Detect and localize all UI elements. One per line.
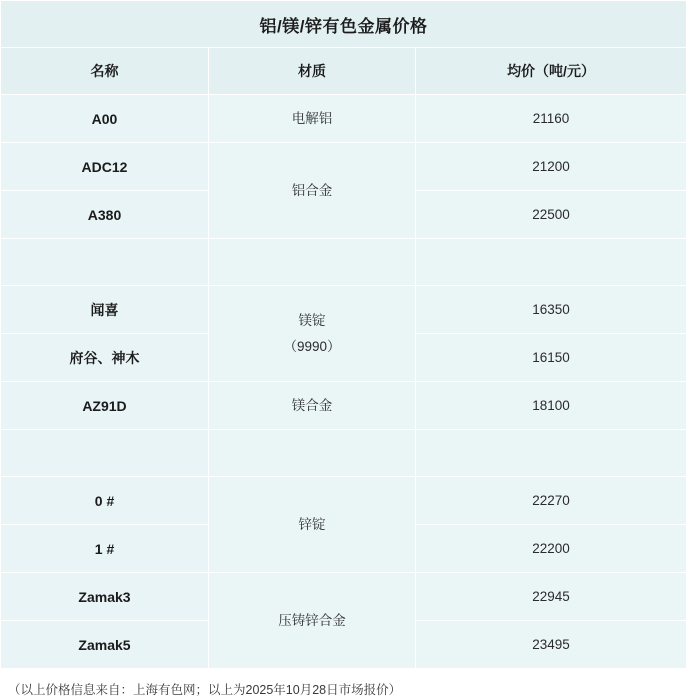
table-header-row <box>1 48 686 95</box>
spacer-price-cell <box>416 239 686 286</box>
metal-price: 18100 <box>416 382 686 430</box>
material-name: 电解铝 <box>209 95 416 143</box>
spacer-material-cell <box>209 239 416 286</box>
table-row <box>1 382 686 430</box>
page-title: 铝/镁/锌有色金属价格 <box>1 1 686 48</box>
metal-price: 23495 <box>416 621 686 669</box>
table-row <box>1 95 686 143</box>
table-footnote: （以上价格信息来自：上海有色网；以上为2025年10月28日市场报价） <box>0 669 686 700</box>
material-name: 镁合金 <box>209 382 416 430</box>
metal-price: 22500 <box>416 191 686 239</box>
material-name: 铝合金 <box>209 143 416 239</box>
metal-price: 16350 <box>416 286 686 334</box>
spacer-material-cell <box>209 430 416 477</box>
metal-name: 1 # <box>1 525 209 573</box>
table-title-row <box>1 1 686 48</box>
metal-price: 22945 <box>416 573 686 621</box>
table-row <box>1 286 686 334</box>
material-name <box>209 286 416 382</box>
metal-name: Zamak5 <box>1 621 209 669</box>
material-name: 锌锭 <box>209 477 416 573</box>
material-name: 压铸锌合金 <box>209 573 416 669</box>
metal-name: A00 <box>1 95 209 143</box>
metal-price: 16150 <box>416 334 686 382</box>
metal-name: ADC12 <box>1 143 209 191</box>
metal-price: 21200 <box>416 143 686 191</box>
metal-name: 府谷、神木 <box>1 334 209 382</box>
table-row <box>1 573 686 621</box>
column-header-name: 名称 <box>1 48 209 95</box>
table-spacer-row <box>1 430 686 477</box>
metal-name: 闻喜 <box>1 286 209 334</box>
metal-name: 0 # <box>1 477 209 525</box>
spacer-price-cell <box>416 430 686 477</box>
column-header-material: 材质 <box>209 48 416 95</box>
metal-price: 22270 <box>416 477 686 525</box>
table-spacer-row <box>1 239 686 286</box>
material-label: 镁锭 <box>299 313 326 328</box>
metal-name: Zamak3 <box>1 573 209 621</box>
spacer-name-cell <box>1 430 209 477</box>
material-grade: （9990） <box>209 334 415 360</box>
metal-name: AZ91D <box>1 382 209 430</box>
table-row <box>1 143 686 191</box>
table-row <box>1 477 686 525</box>
metal-price: 21160 <box>416 95 686 143</box>
metal-price: 22200 <box>416 525 686 573</box>
column-header-price: 均价（吨/元） <box>416 48 686 95</box>
spacer-name-cell <box>1 239 209 286</box>
metal-name: A380 <box>1 191 209 239</box>
